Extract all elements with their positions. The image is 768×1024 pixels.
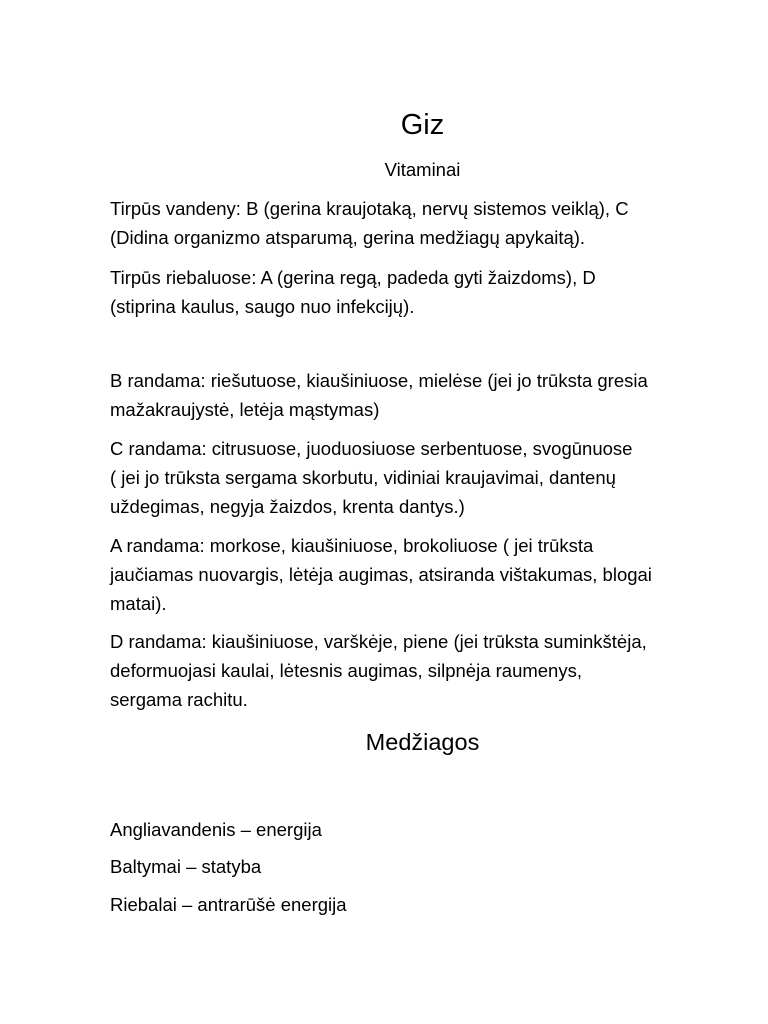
paragraph-line: matai). [110, 593, 167, 614]
paragraph-line: B randama: riešutuose, kiaušiniuose, mielėse (jei jo trūksta gresia [110, 370, 648, 391]
paragraph-line: jaučiamas nuovargis, lėtėja augimas, atsiranda vištakumas, blogai [110, 564, 652, 585]
paragraph-line: deformuojasi kaulai, lėtesnis augimas, silpnėja raumenys, [110, 660, 582, 681]
substance-item [110, 815, 735, 844]
paragraph-vitamin-a [110, 531, 735, 618]
paragraph-line: Tirpūs vandeny: B (gerina kraujotaką, nervų sistemos veiklą), C [110, 198, 629, 219]
section-title-substances: Medžiagos [365, 729, 480, 755]
paragraph-line: A randama: morkose, kiaušiniuose, brokoliuose ( jei trūksta [110, 535, 594, 556]
paragraph-line: mažakraujystė, letėja mąstymas) [110, 399, 380, 420]
paragraph-line: (stiprina kaulus, saugo nuo infekcijų). [110, 296, 415, 317]
paragraph-line: (Didina organizmo atsparumą, gerina medžiagų apykaitą). [110, 227, 586, 248]
paragraph-line: C randama: citrusuose, juoduosiuose serbentuose, svogūnuose [110, 438, 633, 459]
paragraph-line: uždegimas, negyja žaizdos, krenta dantys.) [110, 496, 465, 517]
substance-line: Baltymai – statyba [110, 856, 262, 877]
substance-item [110, 852, 735, 881]
paragraph-line: Tirpūs riebaluose: A (gerina regą, padeda gyti žaizdoms), D [110, 267, 596, 288]
paragraph-line: D randama: kiaušiniuose, varškėje, piene (jei trūksta suminkštėja, [110, 631, 647, 652]
paragraph-fat-soluble [110, 263, 735, 321]
paragraph-vitamin-b [110, 366, 735, 424]
paragraph-line: sergama rachitu. [110, 689, 248, 710]
substance-line: Angliavandenis – energija [110, 819, 322, 840]
paragraph-vitamin-c [110, 434, 735, 521]
substance-line: Riebalai – antrarūšė energija [110, 894, 347, 915]
paragraph-line: ( jei jo trūksta sergama skorbutu, vidiniai kraujavimai, dantenų [110, 467, 616, 488]
paragraph-vitamin-d [110, 627, 735, 714]
section-title-vitamins: Vitaminai [384, 159, 461, 180]
document-title: Giz [400, 109, 445, 141]
paragraph-water-soluble [110, 194, 735, 252]
substance-item [110, 890, 735, 919]
